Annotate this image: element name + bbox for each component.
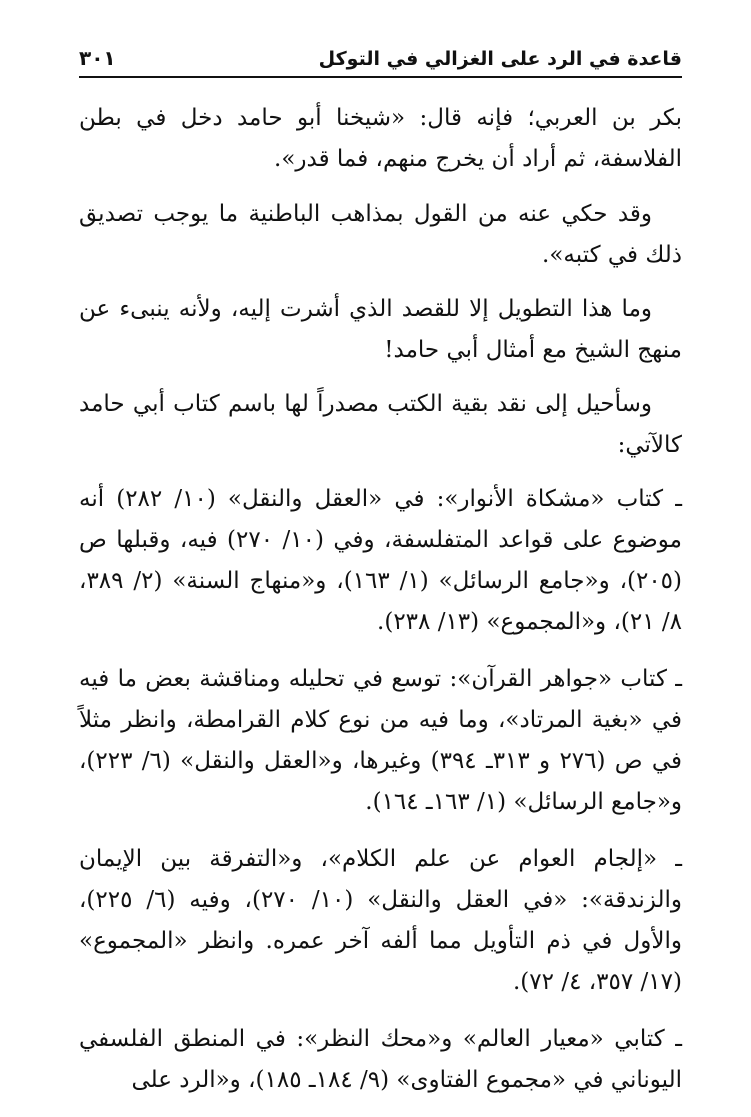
list-item-miyar: ـ كتابي «معيار العالم» و«محك النظر»: في المنطق الفلسفي اليوناني في «مجموع الفتاوى» (٩/ ١٨٤ـ ١٨٥)، و«الرد على bbox=[79, 1026, 682, 1093]
paragraph-author-note: وما هذا التطويل إلا للقصد الذي أشرت إليه، ولأنه ينبىء عن منهج الشيخ مع أمثال أبي حامد! bbox=[79, 296, 682, 363]
page-number: ٣٠١ bbox=[79, 46, 116, 70]
list-item-jawahir: ـ كتاب «جواهر القرآن»: توسع في تحليله ومناقشة بعض ما فيه في «بغية المرتاد»، وما فيه من نوع كلام القرامطة، وانظر مثلاً في ص (٢٧٦ و ٣١٣ـ ٣٩٤) وغيرها، و«العقل والنقل» (٦/ ٢٢٣)، و«جامع الرسائل» (١/ ١٦٣ـ ١٦٤). bbox=[79, 666, 683, 815]
paragraph-batiniyya-quote: وقد حكي عنه من القول بمذاهب الباطنية ما يوجب تصديق ذلك في كتبه». bbox=[79, 201, 682, 268]
page-body bbox=[79, 98, 682, 1117]
page-header bbox=[79, 36, 682, 78]
running-title: قاعدة في الرد على الغزالي في التوكل bbox=[318, 48, 682, 70]
paragraph-intro-list: وسأحيل إلى نقد بقية الكتب مصدراً لها باسم كتاب أبي حامد كالآتي: bbox=[79, 391, 682, 458]
list-item-iljam: ـ «إلجام العوام عن علم الكلام»، و«التفرقة بين الإيمان والزندقة»: «في العقل والنقل» (١٠/ ٢٧٠)، وفيه (٦/ ٢٢٥)، والأول في ذم التأويل مما ألفه آخر عمره. وانظر «المجموع» (١٧/ ٣٥٧، ٤/ ٧٢). bbox=[79, 846, 682, 995]
list-item-mishkat: ـ كتاب «مشكاة الأنوار»: في «العقل والنقل» (١٠/ ٢٨٢) أنه موضوع على قواعد المتفلسفة، وفي (١٠/ ٢٧٠) فيه، وقبلها ص (٢٠٥)، و«جامع الرسائل» (١/ ١٦٣)، و«منهاج السنة» (٢/ ٣٨٩، ٨/ ٢١)، و«المجموع» (١٣/ ٢٣٨). bbox=[79, 486, 683, 635]
paragraph-continuation: بكر بن العربي؛ فإنه قال: «شيخنا أبو حامد دخل في بطن الفلاسفة، ثم أراد أن يخرج منهم، فما قدر». bbox=[79, 105, 682, 172]
